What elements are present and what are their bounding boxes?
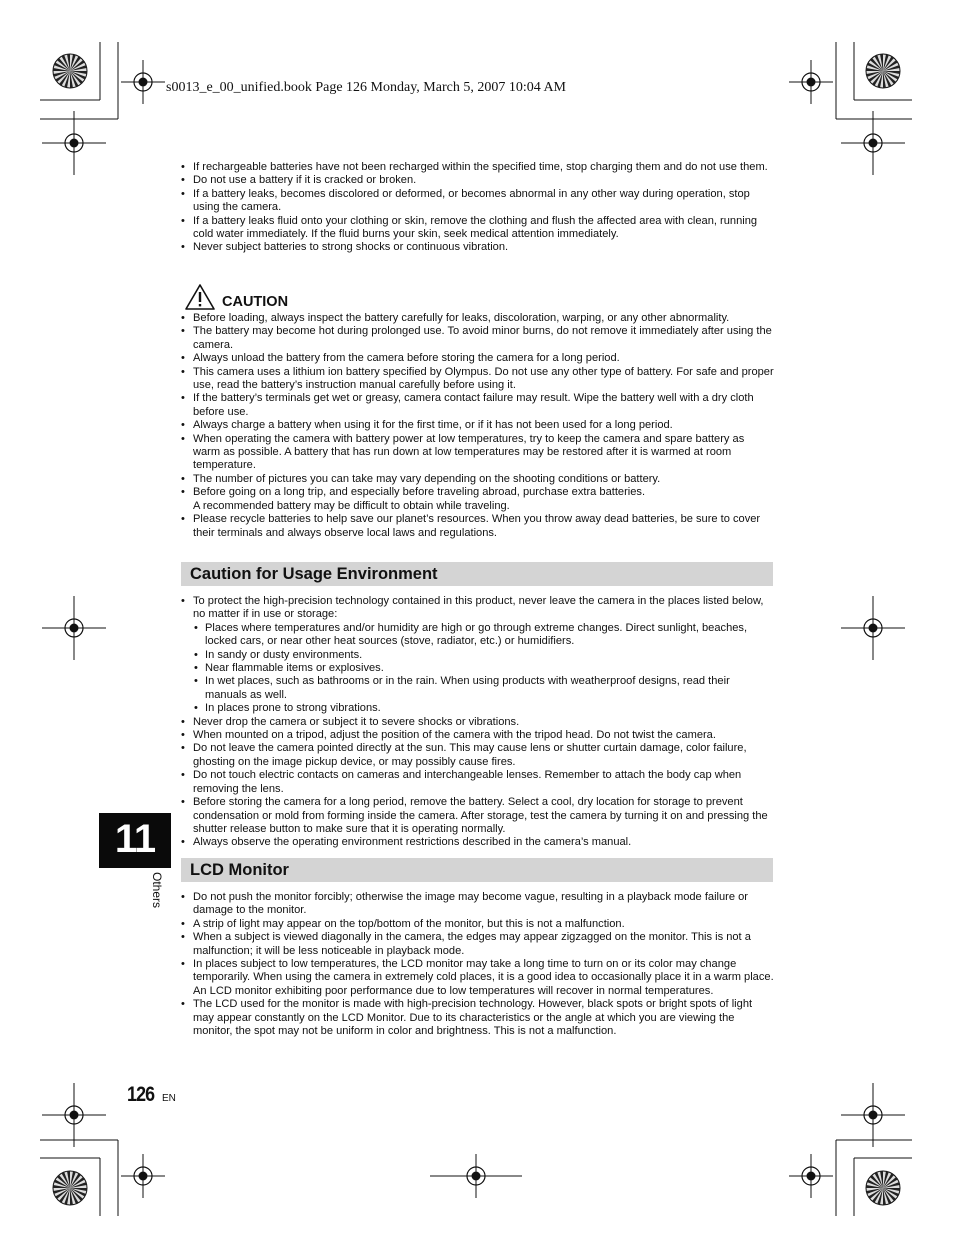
page-number: 126	[127, 1083, 155, 1106]
registration-crosshair-icon	[42, 111, 106, 175]
sub-list-item: • In sandy or dusty environments.	[193, 649, 774, 662]
travel-note: A recommended battery may be difficult to obtain while traveling.	[193, 499, 510, 512]
list-item: • Never subject batteries to strong shocks or continuous vibration.	[180, 241, 774, 254]
list-item: • Always charge a battery when using it for the first time, or if it has not been used for a long period.	[180, 419, 774, 432]
list-item: • The LCD used for the monitor is made with high-precision technology. However, black spots or bright spots of light may appear constantly on the LCD Monitor. Due to its characteristics or the angle at which you are viewing the monitor, the spot may not be uniform in color and brightness. This is not a malfunction.	[180, 998, 774, 1038]
list-item: • Do not push the monitor forcibly; otherwise the image may become vague, resulting in a playback mode failure or damage to the monitor.	[180, 891, 774, 918]
usage-intro: To protect the high-precision technology contained in this product, never leave the camera in the places listed below, no matter if in use or storage:	[193, 595, 764, 621]
print-info-header: s0013_e_00_unified.book Page 126 Monday, March 5, 2007 10:04 AM	[166, 80, 566, 95]
registration-crosshair-icon	[841, 1083, 905, 1147]
page-language: EN	[162, 1093, 176, 1104]
list-item: • Please recycle batteries to help save our planet’s resources. When you throw away dead batteries, be sure to cover their terminals and always observe local laws and regulations.	[180, 513, 774, 540]
color-starburst-icon	[53, 1171, 87, 1205]
color-starburst-icon	[53, 54, 87, 88]
list-item: • If a battery leaks fluid onto your clothing or skin, remove the clothing and flush the affected area with clean, running cold water immediately. If the fluid burns your skin, seek medical attention immediately.	[180, 215, 774, 242]
caution-title: CAUTION	[222, 294, 289, 310]
list-item: • If a battery leaks, becomes discolored or deformed, or becomes abnormal in any other way during operation, stop using the camera.	[180, 188, 774, 215]
list-item: • Always unload the battery from the camera before storing the camera for a long period.	[180, 352, 774, 365]
sub-list-item: • In places prone to strong vibrations.	[193, 702, 774, 715]
list-item: • Before loading, always inspect the battery carefully for leaks, discoloration, warping, or any other abnormality.	[180, 312, 774, 325]
list-item: • If rechargeable batteries have not been recharged within the specified time, stop charging them and do not use them.	[180, 161, 774, 174]
registration-crosshair-icon	[789, 60, 833, 104]
caution-list	[180, 312, 774, 540]
sub-list-item: • Places where temperatures and/or humidity are high or go through extreme changes. Direct sunlight, beaches, locked cars, or near other heat sources (stove, radiator, etc.) or humidifiers.	[193, 622, 774, 649]
sub-list-item: • Near flammable items or explosives.	[193, 662, 774, 675]
list-item: • When mounted on a tripod, adjust the position of the camera with the tripod head. Do not twist the camera.	[180, 729, 774, 742]
warning-list	[180, 161, 774, 255]
sub-list-item: • In wet places, such as bathrooms or in the rain. When using products with weatherproof designs, read their manuals as well.	[193, 675, 774, 702]
usage-environment-section	[180, 595, 774, 850]
section-title: LCD Monitor	[190, 861, 289, 879]
list-item: • A strip of light may appear on the top/bottom of the monitor, but this is not a malfunction.	[180, 918, 774, 931]
list-item: • Do not leave the camera pointed directly at the sun. This may cause lens or shutter curtain damage, color failure, ghosting on the image pickup device, or may possibly cause fires.	[180, 742, 774, 769]
registration-crosshair-icon	[121, 60, 165, 104]
chapter-tab	[99, 813, 171, 868]
color-starburst-icon	[866, 1171, 900, 1205]
chapter-label: Others	[150, 872, 164, 909]
registration-crosshair-icon	[42, 596, 106, 660]
registration-crosshair-icon	[121, 1154, 165, 1198]
section-heading-lcd-monitor	[181, 858, 773, 882]
list-item: • Do not use a battery if it is cracked or broken.	[180, 174, 774, 187]
list-item: • Do not touch electric contacts on cameras and interchangeable lenses. Remember to attach the body cap when removing the lens.	[180, 769, 774, 796]
list-item-text: Before going on a long trip, and especially before traveling abroad, purchase extra batteries.	[193, 486, 646, 499]
section-title: Caution for Usage Environment	[190, 565, 438, 583]
lcd-monitor-section	[180, 891, 774, 1038]
registration-crosshair-icon	[789, 1154, 833, 1198]
places-list	[193, 622, 774, 716]
registration-crosshair-icon	[42, 1083, 106, 1147]
section-heading-usage-environment	[181, 562, 773, 586]
list-item: • This camera uses a lithium ion battery specified by Olympus. Do not use any other type of battery. For safe and proper use, read the battery’s instruction manual carefully before using it.	[180, 366, 774, 393]
caution-section	[180, 312, 774, 540]
warning-section	[180, 161, 774, 255]
list-item: • In places subject to low temperatures, the LCD monitor may take a long time to turn on or its color may change temporarily. When using the camera in extremely cold places, it is a good idea to occasionally place it in a warm place. An LCD monitor exhibiting poor performance due to low temperatures will recover in normal temperatures.	[180, 958, 774, 998]
usage-environment-list	[180, 595, 774, 850]
list-item: • The number of pictures you can take may vary depending on the shooting conditions or battery.	[180, 473, 774, 486]
registration-crosshair-icon	[841, 596, 905, 660]
registration-crosshair-icon	[841, 111, 905, 175]
list-item	[180, 486, 774, 513]
list-item: • Never drop the camera or subject it to severe shocks or vibrations.	[180, 716, 774, 729]
list-item: • If the battery’s terminals get wet or greasy, camera contact failure may result. Wipe the battery well with a dry cloth before use.	[180, 392, 774, 419]
list-item: • Before storing the camera for a long period, remove the battery. Select a cool, dry location for storage to prevent condensation or mold from forming inside the camera. After storage, test the camera by turning it on and pressing the shutter release button to make sure that it is operating normally.	[180, 796, 774, 836]
lcd-monitor-list	[180, 891, 774, 1038]
list-item	[180, 595, 774, 716]
color-starburst-icon	[866, 54, 900, 88]
list-item: • The battery may become hot during prolonged use. To avoid minor burns, do not remove it immediately after using the camera.	[180, 325, 774, 352]
list-item: • When operating the camera with battery power at low temperatures, try to keep the camera and spare battery as warm as possible. A battery that has run down at low temperatures may be restored after it is warmed at room temperature.	[180, 433, 774, 473]
warning-triangle-icon	[184, 283, 216, 311]
chapter-number: 11	[114, 817, 156, 861]
list-item: • When a subject is viewed diagonally in the camera, the edges may appear zigzagged on the monitor. This is not a malfunction; it will be less noticeable in playback mode.	[180, 931, 774, 958]
list-item: • Always observe the operating environment restrictions described in the camera’s manual.	[180, 836, 774, 849]
